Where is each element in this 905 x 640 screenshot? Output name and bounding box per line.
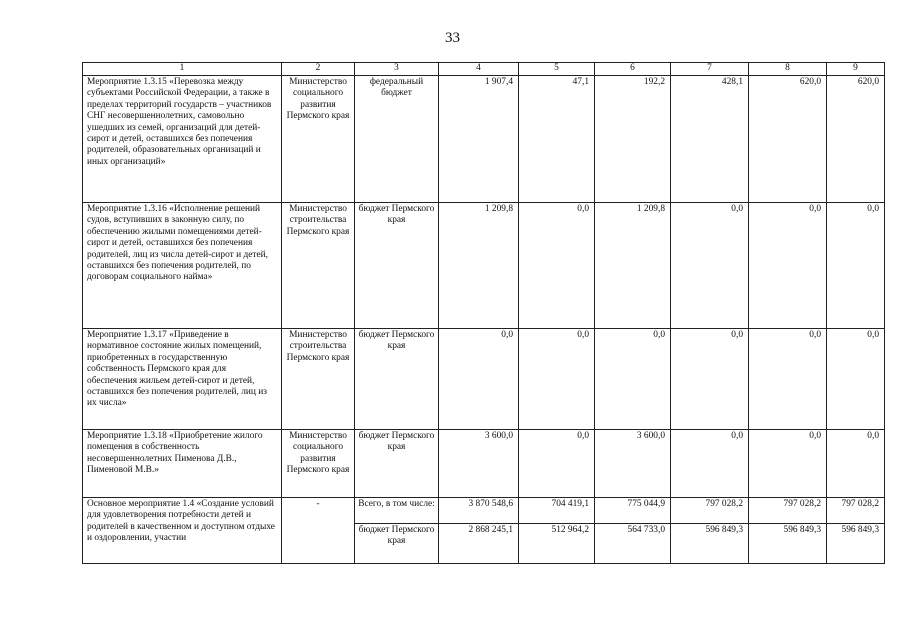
value-cell: 0,0 [671, 203, 749, 329]
table-row [83, 329, 885, 430]
value-cell: 0,0 [671, 430, 749, 498]
value-cell: 0,0 [671, 329, 749, 430]
value-cell: 0,0 [519, 430, 595, 498]
event-name: Мероприятие 1.3.16 «Исполнение решений судов, вступивших в законную силу, по обеспечению жилыми помещениями детей-сирот и детей, оставшихся без попечения родителей, лиц из числа детей-сирот и детей, оставшихся без попечения родителей, по договорам социального найма» [83, 203, 282, 329]
header-cell: 5 [519, 63, 595, 76]
value-cell: 620,0 [827, 76, 885, 203]
value-cell: 428,1 [671, 76, 749, 203]
value-cell: 512 964,2 [519, 524, 595, 564]
table-header-row [83, 63, 885, 76]
value-cell: 596 849,3 [671, 524, 749, 564]
header-cell: 2 [282, 63, 355, 76]
value-cell: 0,0 [595, 329, 671, 430]
value-cell: 596 849,3 [827, 524, 885, 564]
header-cell: 4 [439, 63, 519, 76]
funding-source-cell: федеральный бюджет [355, 76, 439, 203]
executor-cell: Министерство строительства Пермского края [282, 203, 355, 329]
table-row [83, 430, 885, 498]
funding-source-cell: бюджет Пермского края [355, 430, 439, 498]
header-cell: 3 [355, 63, 439, 76]
header-cell: 7 [671, 63, 749, 76]
value-cell: 1 209,8 [439, 203, 519, 329]
executor-cell: Министерство социального развития Пермского края [282, 430, 355, 498]
header-cell: 6 [595, 63, 671, 76]
table-row [83, 203, 885, 329]
value-cell: 3 870 548,6 [439, 498, 519, 524]
value-cell: 620,0 [749, 76, 827, 203]
value-cell: 0,0 [749, 329, 827, 430]
value-cell: 192,2 [595, 76, 671, 203]
value-cell: 775 044,9 [595, 498, 671, 524]
value-cell: 0,0 [827, 329, 885, 430]
funding-source-cell: бюджет Пермского края [355, 524, 439, 564]
value-cell: 3 600,0 [439, 430, 519, 498]
header-cell: 9 [827, 63, 885, 76]
value-cell: 0,0 [827, 430, 885, 498]
value-cell: 0,0 [749, 203, 827, 329]
page-number: 33 [445, 30, 460, 46]
funding-source-cell: бюджет Пермского края [355, 329, 439, 430]
value-cell: 0,0 [439, 329, 519, 430]
value-cell: 564 733,0 [595, 524, 671, 564]
header-cell: 1 [83, 63, 282, 76]
budget-table [82, 62, 885, 564]
value-cell: 3 600,0 [595, 430, 671, 498]
value-cell: 2 868 245,1 [439, 524, 519, 564]
value-cell: 0,0 [827, 203, 885, 329]
value-cell: 797 028,2 [749, 498, 827, 524]
event-name: Мероприятие 1.3.18 «Приобретение жилого помещения в собственность несовершеннолетних Пименова Д.В., Пименовой М.В.» [83, 430, 282, 498]
event-name: Мероприятие 1.3.15 «Перевозка между субъектами Российской Федерации, а также в пределах территорий государств – участников СНГ несовершеннолетних, самовольно ушедших из семей, организаций для детей-сирот и детей, оставшихся без попечения родителей, образовательных организаций и иных организаций» [83, 76, 282, 203]
value-cell: 596 849,3 [749, 524, 827, 564]
executor-cell: - [282, 498, 355, 564]
value-cell: 704 419,1 [519, 498, 595, 524]
funding-source-cell: бюджет Пермского края [355, 203, 439, 329]
header-cell: 8 [749, 63, 827, 76]
executor-cell: Министерство социального развития Пермского края [282, 76, 355, 203]
value-cell: 1 907,4 [439, 76, 519, 203]
event-name: Основное мероприятие 1.4 «Создание условий для удовлетворения потребности детей и родителей в качественном и доступном отдыхе и оздоровлении, участии [83, 498, 282, 564]
value-cell: 0,0 [519, 203, 595, 329]
value-cell: 47,1 [519, 76, 595, 203]
value-cell: 1 209,8 [595, 203, 671, 329]
table-row [83, 76, 885, 203]
value-cell: 0,0 [519, 329, 595, 430]
value-cell: 797 028,2 [671, 498, 749, 524]
value-cell: 0,0 [749, 430, 827, 498]
table-row [83, 498, 885, 524]
funding-source-cell: Всего, в том числе: [355, 498, 439, 524]
event-name: Мероприятие 1.3.17 «Приведение в нормативное состояние жилых помещений, приобретенных в государственную собственность Пермского края для обеспечения жильем детей-сирот и детей, оставшихся без попечения родителей, лиц из их числа» [83, 329, 282, 430]
value-cell: 797 028,2 [827, 498, 885, 524]
executor-cell: Министерство строительства Пермского края [282, 329, 355, 430]
